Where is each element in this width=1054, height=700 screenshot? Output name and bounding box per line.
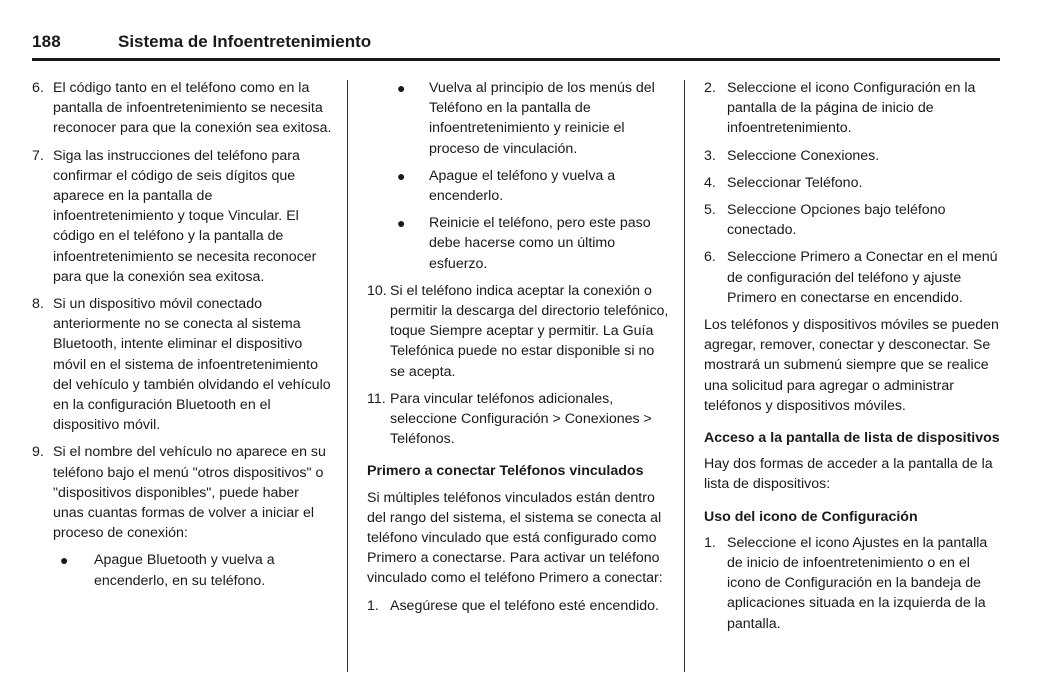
- list-text: Asegúrese que el teléfono esté encendido.: [390, 597, 659, 614]
- list-number: 4.: [704, 174, 716, 191]
- list-text: Seleccione Primero a Conectar en el menú de configuración del teléfono y ajuste Primero en conectarse en encendido.: [727, 249, 998, 306]
- list-item: [704, 247, 1004, 308]
- list-number: 9.: [32, 444, 44, 461]
- bullet-item: [32, 550, 332, 590]
- page-number: 188: [32, 32, 61, 51]
- list-number: 2.: [704, 80, 716, 96]
- bullet-icon: ●: [60, 552, 69, 569]
- list-text: Si el teléfono indica aceptar la conexión o permitir la descarga del directorio telefónico, toque Siempre aceptar y permitir. La Guía Telefónica puede no estar disponible si no se acepta.: [390, 282, 669, 380]
- column-divider: [684, 80, 685, 672]
- list-item: [367, 596, 670, 616]
- bullet-icon: ●: [397, 167, 406, 184]
- bullet-text: Apague Bluetooth y vuelva a encenderlo, en su teléfono.: [94, 552, 275, 589]
- list-item: [704, 78, 1004, 139]
- list-text: El código tanto en el teléfono como en la pantalla de infoentretenimiento se necesita reconocer para que la conexión sea exitosa.: [53, 80, 332, 137]
- section-title: Sistema de Infoentretenimiento: [118, 32, 372, 51]
- list-item: [704, 533, 1004, 634]
- list-number: 6.: [32, 80, 44, 96]
- bullet-icon: ●: [397, 80, 406, 96]
- list-text: Si el nombre del vehículo no aparece en su teléfono bajo el menú "otros dispositivos" o "dispositivos disponibles", puede haber unas cuantas formas de volver a iniciar el proceso de conexión:: [53, 444, 326, 542]
- list-text: Seleccione Opciones bajo teléfono conectado.: [727, 202, 946, 239]
- bullet-text: Apague el teléfono y vuelva a encenderlo.: [429, 167, 616, 205]
- column-left: [32, 78, 332, 598]
- list-text: Seleccione Conexiones.: [727, 147, 880, 164]
- list-number: 11.: [367, 390, 386, 407]
- page-header: [32, 30, 1000, 61]
- bullet-icon: ●: [397, 215, 406, 232]
- paragraph: Los teléfonos y dispositivos móviles se pueden agregar, remover, conectar y desconectar. Se mostrará un submenú siempre que se realice una solicitud para agregar o administrar teléfonos y dispositivos móviles.: [704, 317, 999, 414]
- bullet-item: [367, 213, 670, 274]
- list-item: [704, 200, 1004, 240]
- list-text: Seleccione el icono Ajustes en la pantalla de inicio de infoentretenimiento o en el icono de Configuración en la bandeja de aplicaciones situada en la izquierda de la pantalla.: [727, 534, 988, 632]
- list-number: 7.: [32, 147, 44, 164]
- paragraph: Si múltiples teléfonos vinculados están dentro del rango del sistema, el sistema se conecta al teléfono vinculado que está configurado como Primero a conectarse. Para activar un teléfono vinculado como el teléfono Primero a conectar:: [367, 489, 663, 587]
- section-heading: Primero a conectar Teléfonos vinculados: [367, 463, 644, 480]
- bullet-text: Reinicie el teléfono, pero este paso debe hacerse como un último esfuerzo.: [429, 215, 651, 272]
- list-item: [32, 294, 332, 435]
- list-text: Seleccionar Teléfono.: [727, 174, 863, 191]
- list-item: [32, 146, 332, 287]
- list-item: [32, 78, 332, 139]
- list-number: 3.: [704, 147, 716, 164]
- list-number: 1.: [704, 534, 716, 551]
- bullet-text: Vuelva al principio de los menús del Teléfono en la pantalla de infoentretenimiento y reinicie el proceso de vinculación.: [429, 80, 655, 157]
- section-heading: Acceso a la pantalla de lista de dispositivos: [704, 430, 1000, 447]
- list-text: Seleccione el icono Configuración en la pantalla de la página de inicio de infoentretenimiento.: [727, 80, 976, 137]
- list-item: [32, 442, 332, 543]
- column-middle: [367, 78, 670, 623]
- list-number: 10.: [367, 282, 387, 299]
- list-text: Si un dispositivo móvil conectado anteriormente no se conecta al sistema Bluetooth, intente eliminar el dispositivo móvil en el sistema de infoentretenimiento del vehículo y también olvidando el vehículo en la configuración Bluetooth en el dispositivo móvil.: [53, 296, 331, 434]
- paragraph: Hay dos formas de acceder a la pantalla de la lista de dispositivos:: [704, 456, 993, 493]
- list-number: 6.: [704, 249, 716, 266]
- list-number: 1.: [367, 597, 379, 614]
- list-text: Siga las instrucciones del teléfono para confirmar el código de seis dígitos que aparece en la pantalla de infoentretenimiento y toque Vincular. El código en el teléfono y la pantalla de infoentretenimiento se necesita reconocer para que la conexión sea exitosa.: [53, 147, 317, 285]
- column-divider: [347, 80, 348, 672]
- list-item: [704, 146, 1004, 166]
- bullet-item: [367, 78, 670, 159]
- list-item: [367, 389, 670, 450]
- column-right: [704, 78, 1004, 641]
- list-text: Para vincular teléfonos adicionales, seleccione Configuración > Conexiones > Teléfonos.: [390, 390, 652, 448]
- list-number: 8.: [32, 296, 44, 313]
- list-item: [367, 281, 670, 382]
- bullet-item: [367, 166, 670, 206]
- list-number: 5.: [704, 202, 716, 219]
- list-item: [704, 173, 1004, 193]
- section-heading: Uso del icono de Configuración: [704, 508, 918, 525]
